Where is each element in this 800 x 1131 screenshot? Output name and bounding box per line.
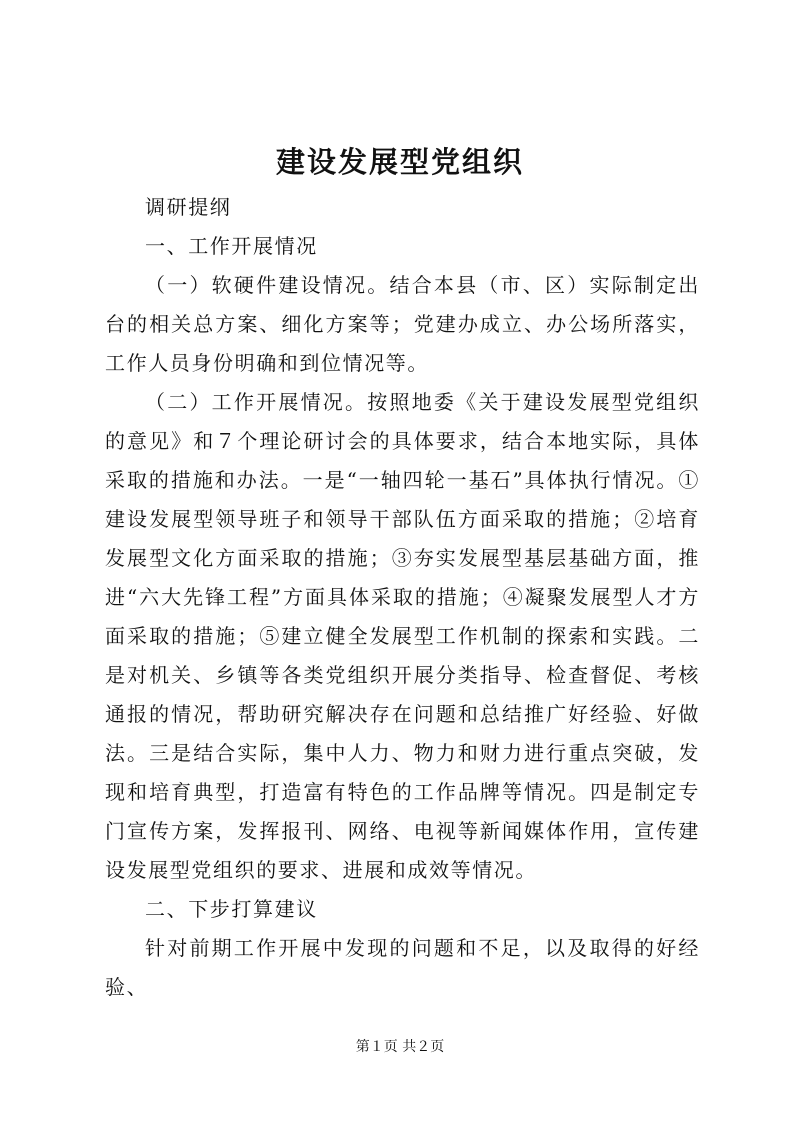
- document-title: 建设发展型党组织: [275, 145, 524, 179]
- paragraph-outline-label: 调研提纲: [145, 195, 232, 219]
- section-heading-2: 二、下步打算建议: [145, 897, 318, 921]
- paragraph-next-steps: 针对前期工作开展中发现的问题和不足，以及取得的好经验、: [105, 936, 700, 999]
- page-footer: 第１页 共２页: [355, 1039, 445, 1055]
- paragraph-work-progress: （二）工作开展情况。按照地委《关于建设发展型党组织的意见》和７个理论研讨会的具体要求，结合本地实际，具体采取的措施和办法。一是“一轴四轮一基石”具体执行情况。①建设发展型领导班子和领导干部队伍方面采取的措施；②培育发展型文化方面采取的措施；③夯实发展型基层基础方面，推进“六大先锋工程”方面具体采取的措施；④凝聚发展型人才方面采取的措施；⑤建立健全发展型工作机制的探索和实践。二是对机关、乡镇等各类党组织开展分类指导、检查督促、考核通报的情况，帮助研究解决存在问题和总结推广好经验、好做法。三是结合实际，集中人力、物力和财力进行重点突破，发现和培育典型，打造富有特色的工作品牌等情况。四是制定专门宣传方案，发挥报刊、网络、电视等新闻媒体作用，宣传建设发展型党组织的要求、进展和成效等情况。: [105, 390, 700, 882]
- paragraph-software-hardware: （一）软硬件建设情况。结合本县（市、区）实际制定出台的相关总方案、细化方案等；党建办成立、办公场所落实，工作人员身份明确和到位情况等。: [105, 273, 700, 375]
- section-heading-1: 一、工作开展情况: [145, 234, 318, 258]
- document-body: [105, 188, 700, 1007]
